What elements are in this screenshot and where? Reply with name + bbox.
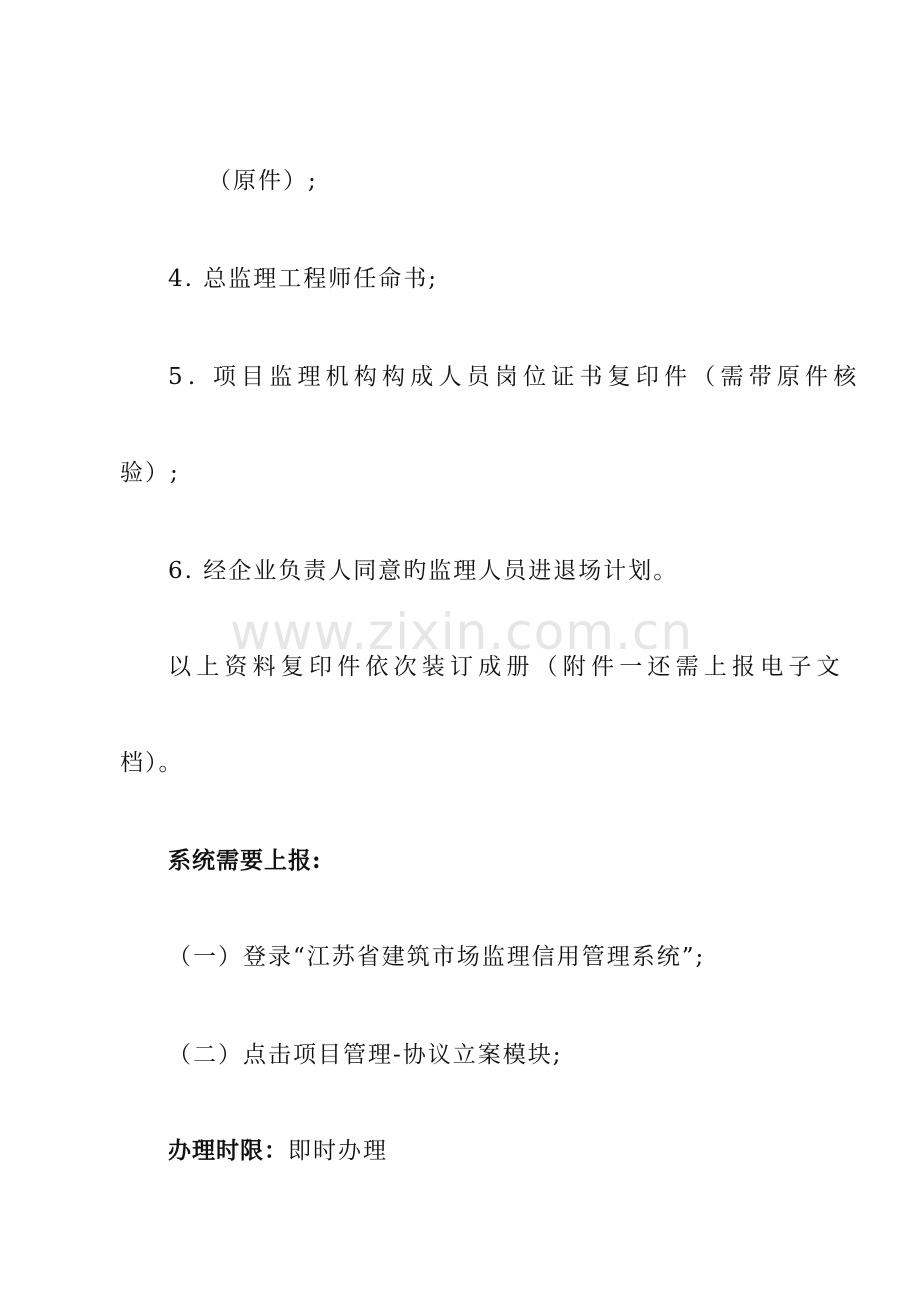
system-heading: 系统需要上报:: [168, 847, 322, 874]
system-step-1: （一）登录“江苏省建筑市场监理信用管理系统”;: [168, 944, 706, 970]
time-limit-label: 办理时限：: [168, 1137, 288, 1164]
system-step-2: （二）点击项目管理-协议立案模块;: [168, 1042, 563, 1068]
watermark-text: www.zixin.com.cn: [230, 603, 694, 661]
time-limit-line: [168, 1136, 388, 1166]
list-item-4: 4. 总监理工程师任命书;: [168, 266, 439, 292]
note-paragraph-continuation: 档）。: [120, 750, 184, 776]
time-limit-value: 即时办理: [288, 1138, 388, 1164]
list-item-5: 5. 项目监理机构构成人员岗位证书复印件（需带原件核: [168, 364, 862, 390]
line-original: （原件）;: [208, 168, 318, 194]
note-paragraph: 以上资料复印件依次装订成册（附件一还需上报电子文: [168, 654, 845, 680]
list-item-6: 6. 经企业负责人同意旳监理人员进退场计划。: [168, 558, 679, 584]
list-item-5-continuation: 验）;: [120, 460, 180, 486]
